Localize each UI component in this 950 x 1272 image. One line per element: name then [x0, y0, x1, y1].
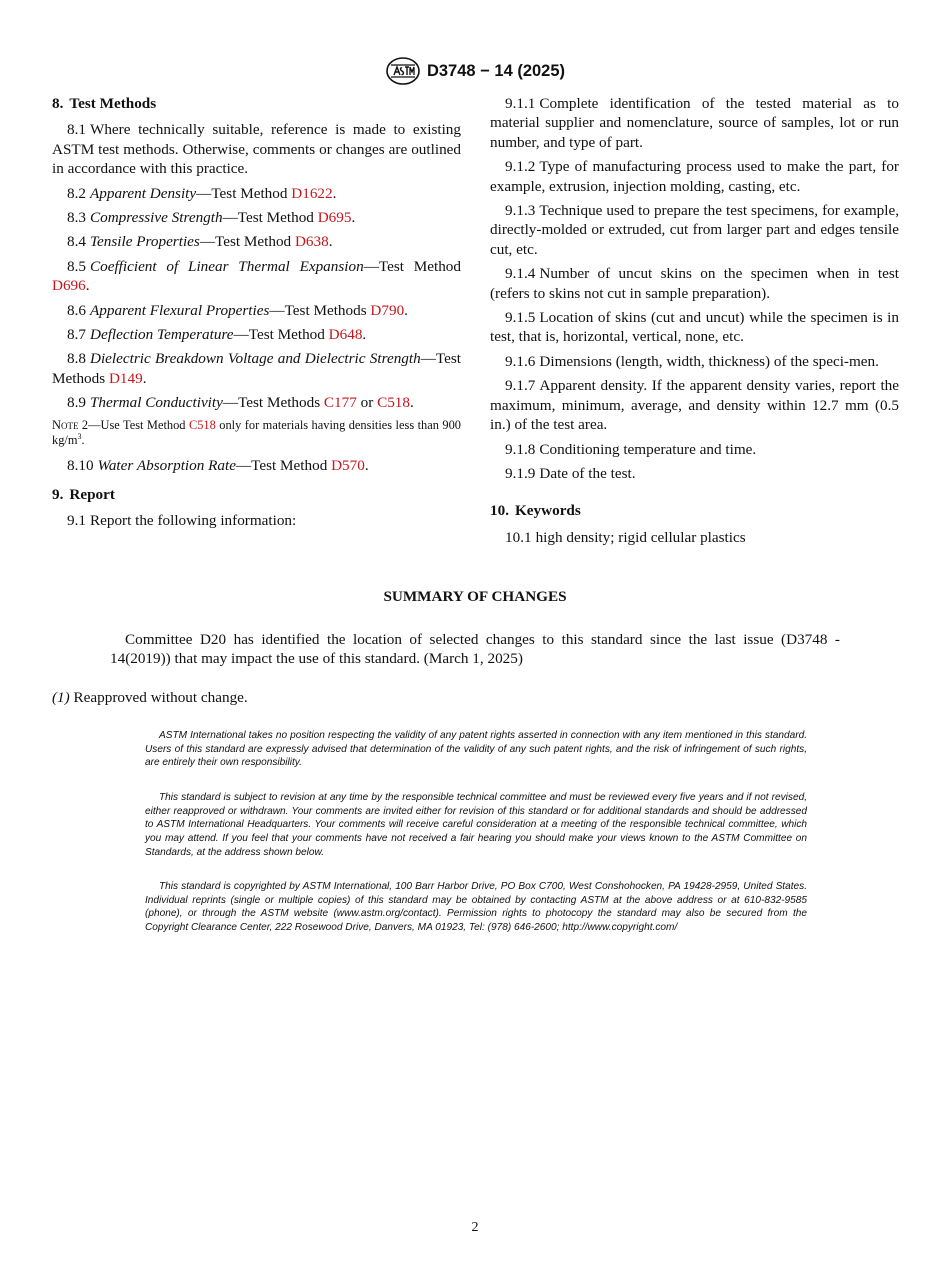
- method-prefix: —Test Methods: [52, 350, 461, 387]
- summary-body: Committee D20 has identified the location of selected changes to this standard since the last issue (D3748 - 14(2019)) that may impact the use of this standard. (March 1, 2025): [110, 631, 840, 667]
- paragraph-9-1-4: [490, 264, 899, 303]
- punctuation: .: [351, 209, 356, 227]
- paragraph-text: Date of the test.: [539, 464, 636, 482]
- paragraph-8-8: [52, 349, 461, 388]
- paragraph-8-10: [52, 456, 461, 475]
- note-label: Note 2: [52, 417, 89, 432]
- note-text: only for materials having densities less than 900 kg/m: [52, 417, 461, 448]
- section-title: Test Methods: [69, 95, 157, 112]
- paragraph-number: 9.1.5: [505, 309, 536, 327]
- standard-designation: D3748 − 14 (2025): [426, 61, 566, 80]
- paragraph-number: 9.1.8: [505, 440, 536, 458]
- reference-link[interactable]: D696: [52, 277, 86, 295]
- reference-link[interactable]: D149: [108, 369, 143, 387]
- patent-disclaimer: ASTM International takes no position respecting the validity of any patent rights asserted in connection with any item mentioned in this standard. Users of this standard are expressly advised that determination of the validity of any such patent rights, and the risk of infringement of such rights, are entirely their own responsibility.: [145, 730, 807, 769]
- paragraph-number: 8.7: [67, 326, 86, 344]
- reference-link[interactable]: D570: [331, 456, 365, 474]
- paragraph-number: 9.1.2: [505, 158, 536, 176]
- paragraph-9-1-3: [490, 201, 899, 259]
- paragraph-number: 8.9: [67, 394, 86, 412]
- paragraph-text: Number of uncut skins on the specimen when in test (refers to skins not cut in sample preparation).: [490, 265, 899, 302]
- term: Coefficient of Linear Thermal Expansion: [89, 257, 364, 275]
- reference-link[interactable]: D648: [328, 326, 363, 344]
- page-number: 2: [471, 1220, 479, 1235]
- paragraph-8-9: [52, 393, 461, 412]
- method-prefix: —Test Methods: [269, 301, 371, 319]
- paragraph-text: Technique used to prepare the test specimens, for example, directly-molded or extruded, cut from larger part and edges tensile cut, etc.: [490, 202, 899, 258]
- term: Apparent Flexural Properties: [89, 301, 270, 319]
- paragraph-number: 10.1: [505, 528, 532, 546]
- term: Apparent Density: [89, 184, 197, 202]
- method-prefix: —Test Method: [199, 233, 295, 251]
- punctuation: .: [362, 326, 367, 344]
- paragraph-number: 9.1.6: [505, 352, 536, 370]
- punctuation: .: [332, 184, 337, 202]
- paragraph-number: 8.4: [67, 233, 86, 251]
- paragraph-9-1-6: [490, 352, 899, 371]
- term: Thermal Conductivity: [89, 394, 223, 412]
- method-prefix: —Test Method: [233, 326, 329, 344]
- paragraph-number: 8.1: [67, 121, 86, 139]
- item-text: Reapproved without change.: [69, 689, 248, 706]
- paragraph-text: Report the following information:: [89, 512, 297, 530]
- copyright-notice: This standard is copyrighted by ASTM International, 100 Barr Harbor Drive, PO Box C700, West Conshohocken, PA 19428-2959, United States. Individual reprints (single or multiple copies) of this standard may be obtained by contacting ASTM at the above address or at 610-832-9585 (phone), or through the ASTM website (www.astm.org/contact). Permission rights to photocopy the standard may also be secured from the Copyright Clearance Center, 222 Rosewood Drive, Danvers, MA 01923, Tel: (978) 646-2600; http://www.copyright.com/: [145, 881, 807, 934]
- left-column: [52, 94, 461, 536]
- paragraph-number: 9.1.1: [505, 95, 536, 112]
- paragraph-9-1-5: [490, 308, 899, 347]
- method-prefix: —Test Method: [363, 257, 461, 275]
- paragraph-number: 8.3: [67, 209, 86, 227]
- section-number: 8.: [52, 95, 64, 112]
- superscript: 3: [77, 431, 82, 441]
- section-9-heading: [52, 485, 461, 504]
- reference-link[interactable]: C518: [188, 417, 216, 432]
- paragraph-text: Where technically suitable, reference is made to existing ASTM test methods. Otherwise, comments or changes are outlined in accordance with this practice.: [52, 121, 461, 178]
- paragraph-8-3: [52, 208, 461, 227]
- paragraph-number: 9.1.4: [505, 265, 536, 283]
- section-number: 10.: [490, 502, 509, 520]
- punctuation: .: [85, 277, 90, 295]
- punctuation: .: [81, 433, 85, 448]
- reference-link[interactable]: D638: [294, 233, 329, 251]
- reference-link[interactable]: D1622: [291, 184, 333, 202]
- paragraph-text: Type of manufacturing process used to make the part, for example, extrusion, injection molding, casting, etc.: [490, 158, 899, 195]
- paragraph-9-1-1: [490, 94, 899, 152]
- reference-link[interactable]: C518: [377, 394, 410, 412]
- summary-title: SUMMARY OF CHANGES: [383, 588, 567, 605]
- paragraph-number: 9.1.3: [505, 202, 536, 220]
- paragraph-number: 8.10: [67, 456, 94, 474]
- paragraph-8-7: [52, 325, 461, 344]
- reference-link[interactable]: D695: [317, 209, 352, 227]
- paragraph-text: Conditioning temperature and time.: [539, 440, 757, 458]
- punctuation: .: [142, 369, 147, 387]
- paragraph-number: 8.8: [67, 350, 86, 368]
- paragraph-9-1-9: [490, 464, 899, 483]
- paragraph-text: Complete identification of the tested material as to material supplier and nomenclature, source of samples, lot or run number, and type of part.: [490, 95, 899, 151]
- section-title: Report: [69, 485, 115, 503]
- method-prefix: —Test Method: [235, 456, 332, 474]
- paragraph-text: Apparent density. If the apparent density varies, report the maximum, minimum, average, and density within 12.7 mm (0.5 in.) of the test area.: [490, 377, 899, 434]
- note-2: [52, 418, 461, 449]
- paragraph-9-1-2: [490, 157, 899, 196]
- punctuation: .: [410, 394, 414, 412]
- term: Deflection Temperature: [89, 326, 234, 344]
- paragraph-number: 9.1: [67, 512, 86, 530]
- paragraph-number: 8.2: [67, 184, 86, 202]
- punctuation: .: [364, 456, 369, 474]
- astm-logo-icon: [385, 56, 421, 86]
- term: Dielectric Breakdown Voltage and Dielectric Strength: [89, 350, 421, 368]
- method-prefix: —Test Method: [196, 184, 292, 202]
- paragraph-10-1: [490, 528, 899, 547]
- term: Water Absorption Rate: [97, 456, 236, 474]
- reference-link[interactable]: D790: [370, 301, 405, 319]
- paragraph-9-1: [52, 511, 461, 530]
- paragraph-8-2: [52, 184, 461, 203]
- section-number: 9.: [52, 485, 64, 503]
- paragraph-number: 8.6: [67, 301, 86, 319]
- paragraph-9-1-7: [490, 376, 899, 434]
- right-column: [490, 94, 899, 552]
- term: Tensile Properties: [89, 233, 200, 251]
- paragraph-number: 9.1.9: [505, 464, 536, 482]
- section-10-heading: [490, 501, 899, 520]
- paragraph-number: 8.5: [67, 257, 86, 275]
- paragraph-text: high density; rigid cellular plastics: [535, 528, 746, 546]
- paragraph-text: Location of skins (cut and uncut) while the specimen is in test, that is, horizontal, vertical, none, etc.: [490, 309, 899, 346]
- section-8-heading: [52, 94, 461, 113]
- conjunction: or: [356, 394, 378, 412]
- paragraph-8-4: [52, 232, 461, 251]
- revision-notice: This standard is subject to revision at any time by the responsible technical committee and must be reviewed every five years and if not revised, either reapproved or withdrawn. Your comments are invited either for revision of this standard or for additional standards and should be addressed to ASTM International Headquarters. Your comments will receive careful consideration at a meeting of the responsible technical committee, which you may attend. If you feel that your comments have not received a fair hearing you should make your views known to the ASTM Committee on Standards, at the address shown below.: [145, 792, 807, 858]
- punctuation: .: [328, 233, 333, 251]
- method-prefix: —Test Method: [222, 209, 318, 227]
- paragraph-number: 9.1.7: [505, 377, 536, 395]
- term: Compressive Strength: [89, 209, 223, 227]
- item-number: (1): [52, 689, 70, 706]
- paragraph-8-5: [52, 257, 461, 296]
- method-prefix: —Test Methods: [222, 394, 324, 412]
- punctuation: .: [404, 301, 408, 319]
- paragraph-9-1-8: [490, 440, 899, 459]
- paragraph-8-6: [52, 301, 461, 320]
- paragraph-8-1: [52, 120, 461, 178]
- note-text: —Use Test Method: [88, 417, 189, 432]
- section-title: Keywords: [514, 502, 581, 520]
- reference-link[interactable]: C177: [323, 394, 357, 412]
- page-header: [0, 56, 950, 91]
- paragraph-text: Dimensions (length, width, thickness) of the speci-men.: [539, 352, 879, 370]
- summary-item: [52, 689, 248, 707]
